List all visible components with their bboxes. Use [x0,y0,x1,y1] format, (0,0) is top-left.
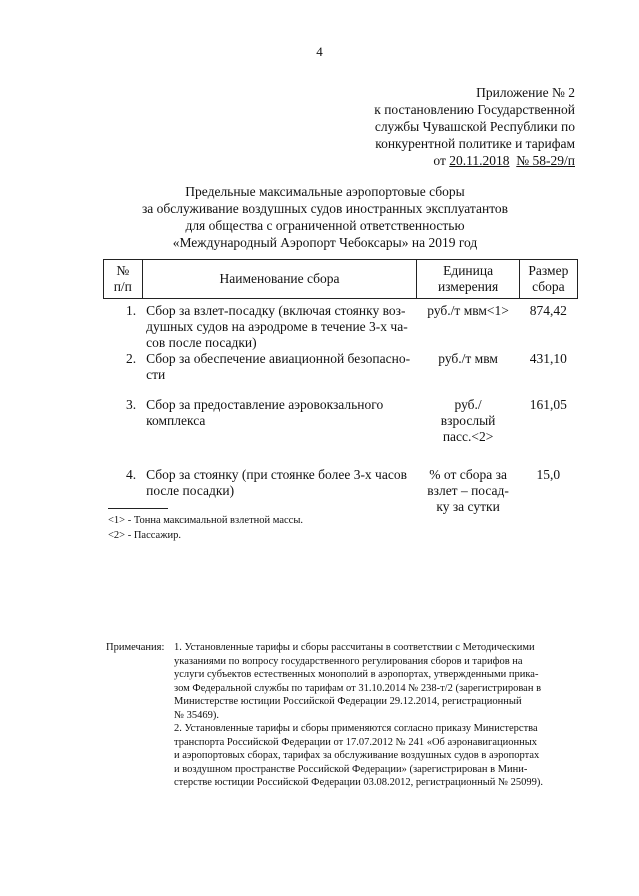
row-unit: руб./т мвм<1> [427,303,509,318]
row-size: 874,42 [529,303,567,318]
row-num: 1. [125,303,137,318]
row-name: Сбор за предоставление аэровокзального комплекса [146,397,384,428]
notes-body [174,641,584,790]
footnote-divider [108,508,168,509]
row-size: 161,05 [529,397,567,412]
page-number: 4 [316,44,323,59]
note-line: стерстве юстиции Российской Федерации 03.08.2012, регистрационный № 25099). [174,777,544,788]
header-num: № п/п [104,260,143,299]
notes-section [106,641,584,790]
row-name: Сбор за обеспечение авиационной безопасно- сти [146,351,411,382]
row-unit: руб./ взрослый пасс.<2> [440,397,496,444]
header-name: Наименование сбора [142,260,417,299]
appendix-number: № 58-29/п [516,153,575,168]
document-title [90,183,560,251]
header-unit: Единица измерения [417,260,519,299]
note-line: указаниями по вопросу государственного регулирования сборов и тарифов на [174,655,523,667]
row-unit: % от сбора за взлет – посад- ку за сутки [427,467,509,514]
note-line: Министерстве юстиции Российской Федерации 29.12.2014, регистрационный [174,696,522,707]
row-unit: руб./т мвм [438,351,498,366]
footnote-2: <2> - Пассажир. [108,530,181,541]
appendix-date: 20.11.2018 [449,153,510,168]
row-size: 15,0 [536,467,561,482]
title-line: для общества с ограниченной ответственностью [185,218,465,233]
title-line: Предельные максимальные аэропортовые сборы [185,184,465,199]
row-num: 4. [125,467,137,482]
appendix-line: к постановлению Государственной [374,102,575,117]
table-row [104,299,578,352]
note-line: услуги субъектов естественных монополий в аэропортах, утвержденными прика- [174,669,539,680]
title-line: «Международный Аэропорт Чебоксары» на 2019 год [172,235,478,250]
row-size: 431,10 [529,351,567,366]
table-header-row [104,260,578,299]
note-line: и аэропортовых сборах, тарифах за обслуживание воздушных судов в аэропортах [174,750,540,761]
notes-label: Примечания: [106,642,165,653]
note-line: транспорта Российской Федерации от 17.07.2012 № 241 «Об аэронавигационных [174,736,538,748]
row-num: 2. [125,351,137,366]
appendix-line: конкурентной политике и тарифам [375,136,575,151]
table-row [104,457,578,515]
appendix-title: Приложение № 2 [476,85,575,100]
note-line: 2. Установленные тарифы и сборы применяются согласно приказу Министерства [174,723,538,734]
table-row [104,351,578,397]
row-name: Сбор за взлет-посадку (включая стоянку воз- душных судов на аэродроме в течение 3-х ча- сов после посадки) [146,303,408,350]
appendix-date-prefix: от [433,153,450,168]
fees-table [103,259,578,515]
title-line: за обслуживание воздушных судов иностранных эксплуатантов [141,201,509,216]
footnotes [108,513,303,543]
row-num: 3. [125,397,137,412]
header-size: Размер сбора [519,260,577,299]
footnote-1: <1> - Тонна максимальной взлетной массы. [108,515,303,526]
appendix-header [315,84,575,169]
appendix-line: службы Чувашской Республики по [374,119,575,134]
appendix-date-line [315,152,575,169]
note-line: № 35469). [174,709,220,721]
row-name: Сбор за стоянку (при стоянке более 3-х часов после посадки) [146,467,407,498]
note-line: и воздушном пространстве Российской Федерации» (зарегистрирован в Мини- [174,763,528,775]
table-row [104,397,578,457]
note-line: зом Федеральной службы по тарифам от 31.10.2014 № 238-т/2 (зарегистрирован в [174,682,542,694]
note-line: 1. Установленные тарифы и сборы рассчитаны в соответствии с Методическими [174,642,535,653]
